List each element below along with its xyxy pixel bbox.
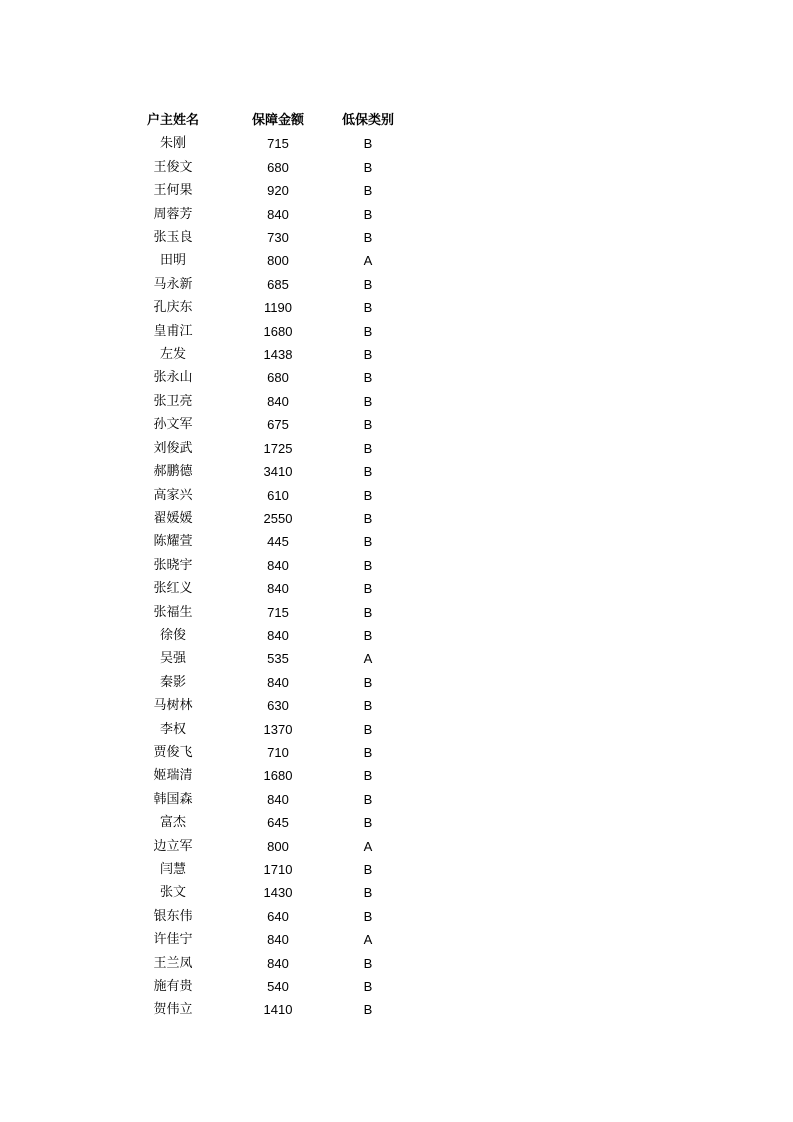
category-cell: B <box>363 159 373 175</box>
household-name-cell: 张文 <box>159 885 186 901</box>
amount-cell: 535 <box>267 651 289 667</box>
table-row <box>132 647 394 670</box>
table-row <box>132 179 394 202</box>
category-cell: B <box>363 276 373 292</box>
amount-cell: 1410 <box>263 1002 293 1018</box>
amount-cell: 840 <box>267 791 289 807</box>
household-name-cell: 王俊文 <box>153 159 193 175</box>
household-name-cell: 韩国森 <box>153 791 193 807</box>
household-name-cell: 张红义 <box>153 581 193 597</box>
household-name-cell: 张卫亮 <box>153 393 193 409</box>
household-name-cell: 马永新 <box>153 276 193 292</box>
category-cell: B <box>363 510 373 526</box>
amount-cell: 800 <box>267 838 289 854</box>
household-name-cell: 左发 <box>159 347 186 363</box>
table-row <box>132 741 394 764</box>
amount-cell: 1438 <box>263 347 293 363</box>
table-row <box>132 905 394 928</box>
amount-cell: 630 <box>267 698 289 714</box>
household-name-cell: 田明 <box>159 253 186 269</box>
household-name-cell: 陈耀萱 <box>153 534 193 550</box>
header-amount: 保障金额 <box>251 113 304 128</box>
header-row <box>132 109 394 132</box>
amount-cell: 1430 <box>263 885 293 901</box>
amount-cell: 715 <box>267 136 289 152</box>
category-cell: B <box>363 885 373 901</box>
amount-cell: 640 <box>267 908 289 924</box>
amount-cell: 840 <box>267 557 289 573</box>
table-row <box>132 296 394 319</box>
table-row <box>132 952 394 975</box>
header-household-name: 户主姓名 <box>146 113 199 128</box>
household-name-cell: 皇甫江 <box>153 323 193 339</box>
category-cell: B <box>363 230 373 246</box>
table-row <box>132 764 394 787</box>
table-row <box>132 975 394 998</box>
household-name-cell: 李权 <box>159 721 186 737</box>
category-cell: B <box>363 744 373 760</box>
amount-cell: 645 <box>267 815 289 831</box>
category-cell: B <box>363 323 373 339</box>
table-row <box>132 601 394 624</box>
table-row <box>132 507 394 530</box>
amount-cell: 840 <box>267 393 289 409</box>
table-row <box>132 460 394 483</box>
amount-cell: 1680 <box>263 768 293 784</box>
table-row <box>132 366 394 389</box>
household-name-cell: 张永山 <box>153 370 193 386</box>
table-row <box>132 484 394 507</box>
household-name-cell: 孔庆东 <box>153 300 193 316</box>
category-cell: B <box>363 557 373 573</box>
amount-cell: 1725 <box>263 440 293 456</box>
category-cell: B <box>363 604 373 620</box>
table-row <box>132 437 394 460</box>
category-cell: B <box>363 440 373 456</box>
category-cell: B <box>363 1002 373 1018</box>
category-cell: A <box>363 932 373 948</box>
table-row <box>132 320 394 343</box>
table-row <box>132 343 394 366</box>
table-row <box>132 788 394 811</box>
household-name-cell: 张福生 <box>153 604 193 620</box>
header-category: 低保类别 <box>342 113 395 128</box>
category-cell: B <box>363 791 373 807</box>
category-cell: B <box>363 347 373 363</box>
table-row <box>132 132 394 155</box>
amount-cell: 3410 <box>263 464 293 480</box>
category-cell: B <box>363 627 373 643</box>
category-cell: B <box>363 136 373 152</box>
category-cell: B <box>363 698 373 714</box>
amount-cell: 1190 <box>264 300 292 316</box>
household-name-cell: 徐俊 <box>159 627 186 643</box>
amount-cell: 840 <box>267 627 289 643</box>
category-cell: B <box>363 370 373 386</box>
category-cell: B <box>363 979 373 995</box>
table-body <box>132 132 394 1021</box>
category-cell: B <box>363 487 373 503</box>
household-name-cell: 富杰 <box>159 815 186 831</box>
category-cell: B <box>363 862 373 877</box>
amount-cell: 540 <box>267 979 289 995</box>
household-name-cell: 马树林 <box>153 698 193 714</box>
category-cell: B <box>363 183 373 199</box>
household-name-cell: 郝鹏德 <box>153 464 193 480</box>
household-name-cell: 刘俊武 <box>153 440 193 456</box>
amount-cell: 710 <box>267 744 289 760</box>
table-row <box>132 881 394 904</box>
household-name-cell: 闫慧 <box>159 862 186 877</box>
table-row <box>132 226 394 249</box>
household-name-cell: 许佳宁 <box>153 932 193 948</box>
household-name-cell: 张晓宇 <box>153 557 193 573</box>
household-name-cell: 王何果 <box>153 183 193 199</box>
amount-cell: 2550 <box>263 510 293 526</box>
table-row <box>132 811 394 834</box>
category-cell: B <box>363 815 373 831</box>
household-name-cell: 翟媛媛 <box>153 510 193 526</box>
category-cell: B <box>363 206 373 222</box>
amount-cell: 920 <box>267 183 289 199</box>
category-cell: B <box>363 417 373 433</box>
category-cell: B <box>363 674 373 690</box>
category-cell: B <box>363 534 373 550</box>
table-row <box>132 624 394 647</box>
category-cell: B <box>363 908 373 924</box>
table-row <box>132 390 394 413</box>
table-row <box>132 530 394 553</box>
table-header <box>132 109 394 132</box>
table-row <box>132 554 394 577</box>
table-row <box>132 858 394 881</box>
amount-cell: 685 <box>267 276 289 292</box>
amount-cell: 730 <box>267 230 289 246</box>
amount-cell: 840 <box>267 206 289 222</box>
household-name-cell: 施有贵 <box>153 979 193 995</box>
amount-cell: 715 <box>267 604 289 620</box>
table-row <box>132 413 394 436</box>
household-name-cell: 孙文军 <box>153 417 193 433</box>
amount-cell: 840 <box>267 932 289 948</box>
amount-cell: 675 <box>267 417 289 433</box>
category-cell: B <box>363 721 373 737</box>
household-name-cell: 边立军 <box>153 838 193 854</box>
table-row <box>132 156 394 179</box>
household-name-cell: 吴强 <box>159 651 186 667</box>
table-row <box>132 273 394 296</box>
amount-cell: 1710 <box>263 862 293 877</box>
household-name-cell: 朱刚 <box>159 136 186 152</box>
category-cell: B <box>363 300 373 316</box>
amount-cell: 445 <box>267 534 289 550</box>
category-cell: B <box>363 393 373 409</box>
household-name-cell: 贾俊飞 <box>153 744 193 760</box>
table-row <box>132 249 394 272</box>
category-cell: A <box>363 838 373 854</box>
table-row <box>132 998 394 1021</box>
subsidy-table <box>132 109 394 1022</box>
category-cell: B <box>363 581 373 597</box>
table-row <box>132 928 394 951</box>
category-cell: B <box>363 768 373 784</box>
household-name-cell: 贺伟立 <box>153 1002 193 1018</box>
table-row <box>132 671 394 694</box>
household-name-cell: 高家兴 <box>153 487 193 503</box>
amount-cell: 840 <box>267 581 289 597</box>
amount-cell: 1680 <box>263 323 293 339</box>
table-row <box>132 718 394 741</box>
amount-cell: 610 <box>267 487 289 503</box>
category-cell: B <box>363 464 373 480</box>
household-name-cell: 张玉良 <box>153 230 193 246</box>
table-row <box>132 203 394 226</box>
amount-cell: 1370 <box>263 721 293 737</box>
category-cell: A <box>363 253 373 269</box>
amount-cell: 840 <box>267 674 289 690</box>
amount-cell: 800 <box>267 253 289 269</box>
amount-cell: 680 <box>267 370 289 386</box>
household-name-cell: 秦影 <box>159 674 186 690</box>
amount-cell: 840 <box>267 955 289 971</box>
household-name-cell: 姬瑞清 <box>153 768 193 784</box>
table-row <box>132 694 394 717</box>
household-name-cell: 王兰凤 <box>153 955 193 971</box>
category-cell: B <box>363 955 373 971</box>
household-name-cell: 银东伟 <box>153 908 193 924</box>
amount-cell: 680 <box>267 159 289 175</box>
table-row <box>132 835 394 858</box>
household-name-cell: 周蓉芳 <box>153 206 193 222</box>
table-row <box>132 577 394 600</box>
category-cell: A <box>363 651 373 667</box>
